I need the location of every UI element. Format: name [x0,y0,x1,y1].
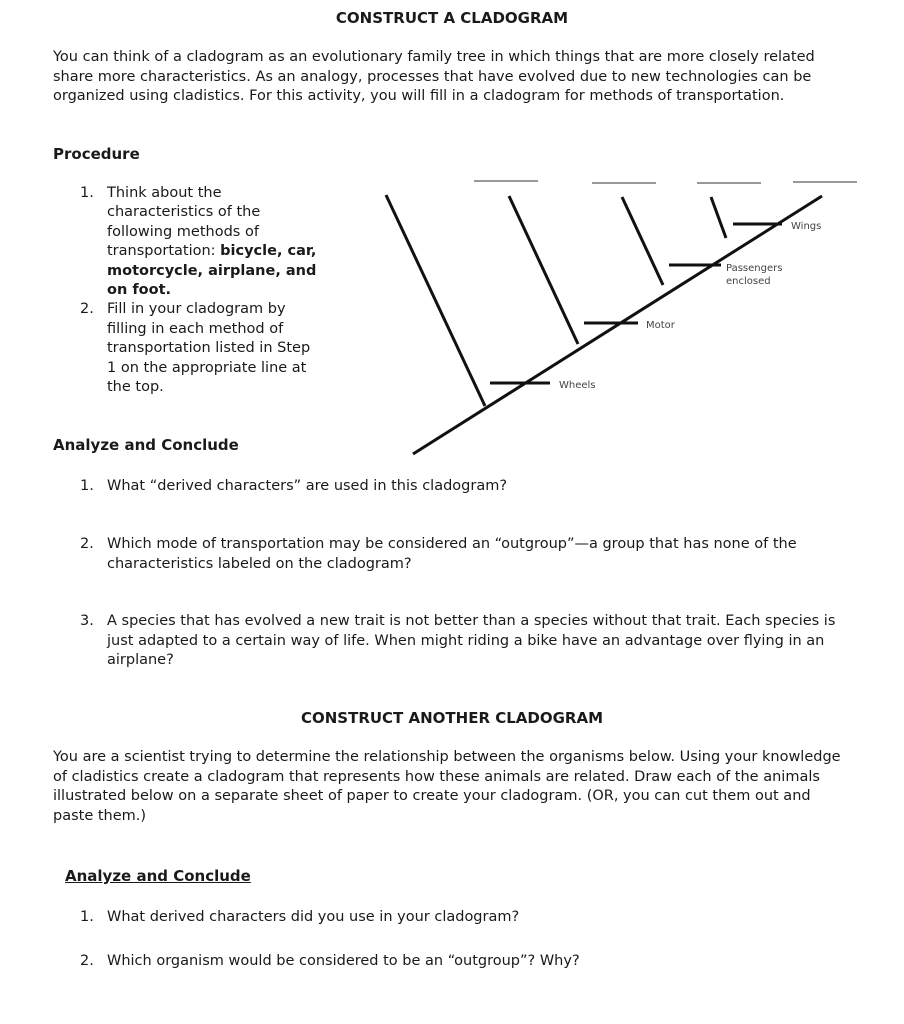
trait-label-wings: Wings [791,221,822,232]
question-text: What derived characters did you use in your cladogram? [107,909,520,925]
step-text: Think about the characteristics of the following methods of transportation: [107,185,261,260]
question-text: Which organism would be considered to be an “outgroup”? Why? [107,953,580,969]
trait-label-wheels: Wheels [559,380,596,391]
cladogram-main-line [413,196,822,454]
section2-intro: You are a scientist trying to determine the relationship between the organisms below. Using your knowledge of cladistics create a cladogram that represents how these animals are related. Draw each of the animals illustrated below on a separate sheet of paper to create your cladogram. (OR, you can cut them out and paste them.) [53,749,841,824]
cladogram-branch [386,195,485,406]
cladogram-branch [711,197,726,238]
intro-paragraph: You can think of a cladogram as an evolutionary family tree in which things that are more closely related share more characteristics. As an analogy, processes that have evolved due to new technologies can be organized using cladistics. For this activity, you will fill in a cladogram for methods of transportation. [53,49,815,104]
question [80,477,860,497]
cladogram-branch [622,197,663,285]
step-text: Fill in your cladogram by filling in each method of transportation listed in Step 1 on the appropriate line at the top. [107,301,311,396]
step-number: 1. [80,185,94,201]
question [80,908,860,928]
trait-label-motor: Motor [646,320,675,331]
question-number: 2. [80,536,94,552]
analyze-heading: Analyze and Conclude [53,436,239,454]
question [80,535,855,574]
section-title: CONSTRUCT ANOTHER CLADOGRAM [300,709,604,727]
question-text: What “derived characters” are used in this cladogram? [107,478,508,494]
question-text: A species that has evolved a new trait is not better than a species without that trait. Each species is just adapted to a certain way of life. When might riding a bike have an advantage over flying in an airplane? [107,613,836,668]
analyze-heading-2: Analyze and Conclude [65,867,251,885]
procedure-heading: Procedure [53,145,140,163]
question [80,612,850,671]
question-number: 3. [80,613,94,629]
cladogram-diagram [0,0,904,470]
step-text-bold: bicycle, car, motorcycle, airplane, and on foot. [107,243,317,299]
question-number: 2. [80,953,94,969]
question-text: Which mode of transportation may be considered an “outgroup”—a group that has none of the characteristics labeled on the cladogram? [107,536,797,572]
question-number: 1. [80,909,94,925]
step-number: 2. [80,301,94,318]
question [80,952,860,972]
question-number: 1. [80,478,94,494]
trait-label-passengers-enclosed: Passengers enclosed [726,263,783,287]
page-title: CONSTRUCT A CLADOGRAM [335,9,569,27]
cladogram-branch [509,196,578,344]
